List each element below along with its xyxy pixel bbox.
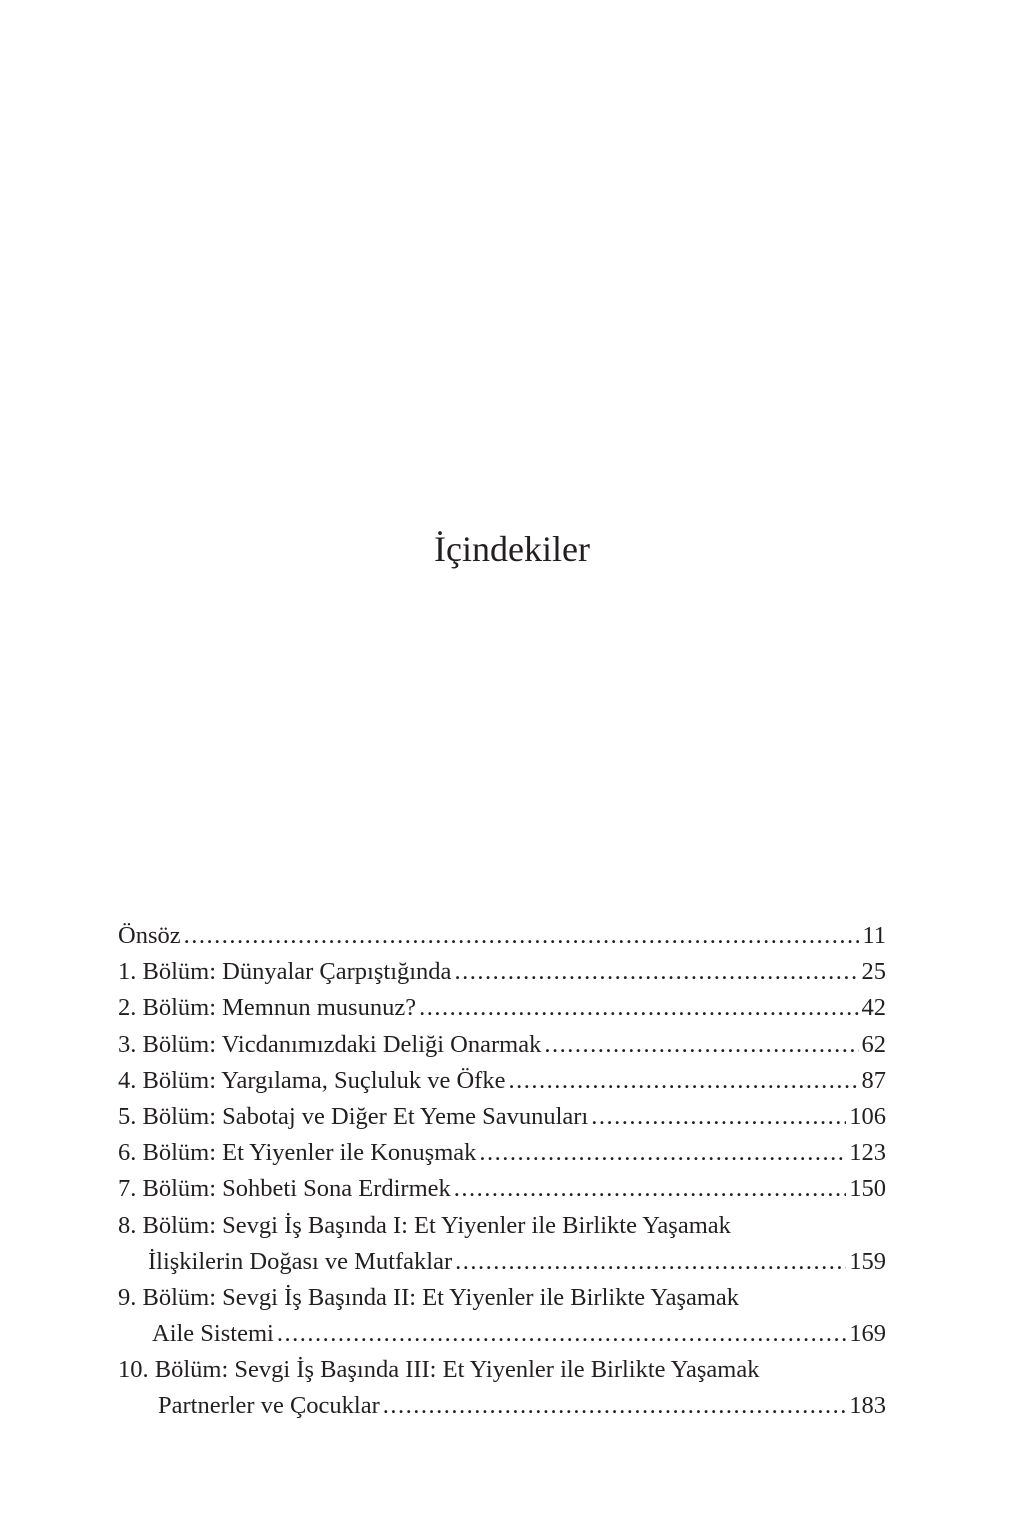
toc-entry-chapter-4 bbox=[118, 1063, 886, 1099]
toc-page-number: 106 bbox=[849, 1102, 886, 1130]
toc-entry-label: 4. Bölüm: Yargılama, Suçluluk ve Öfke bbox=[118, 1066, 506, 1094]
dot-leader bbox=[277, 1316, 846, 1352]
toc-entry-chapter-6 bbox=[118, 1135, 886, 1171]
toc-page-number: 183 bbox=[849, 1392, 886, 1420]
toc-entry-chapter-3 bbox=[118, 1027, 886, 1063]
toc-entry-chapter-5 bbox=[118, 1099, 886, 1135]
toc-page-number: 159 bbox=[849, 1247, 886, 1275]
toc-entry-label: 5. Bölüm: Sabotaj ve Diğer Et Yeme Savunuları bbox=[118, 1102, 589, 1130]
dot-leader bbox=[419, 990, 858, 1026]
toc-entry-sublabel: Aile Sistemi bbox=[152, 1320, 274, 1348]
toc-page-number: 150 bbox=[849, 1175, 886, 1203]
toc-page-number: 169 bbox=[849, 1320, 886, 1348]
page-title: İçindekiler bbox=[434, 529, 590, 569]
toc-entry-sublabel: İlişkilerin Doğası ve Mutfaklar bbox=[148, 1247, 453, 1275]
toc-entry-chapter-9-subtitle bbox=[118, 1316, 886, 1352]
toc-page-number: 62 bbox=[861, 1030, 886, 1058]
toc-entry-chapter-10-subtitle bbox=[118, 1388, 886, 1424]
toc-entry-chapter-10 bbox=[118, 1352, 886, 1388]
toc-page-number: 123 bbox=[849, 1139, 886, 1167]
toc-entry-chapter-7 bbox=[118, 1171, 886, 1207]
toc-entry-chapter-1 bbox=[118, 954, 886, 990]
toc-entry-label: 8. Bölüm: Sevgi İş Başında I: Et Yiyenler ile Birlikte Yaşamak bbox=[118, 1211, 731, 1239]
toc-page-number: 25 bbox=[861, 958, 886, 986]
toc-entry-sublabel: Partnerler ve Çocuklar bbox=[158, 1392, 380, 1420]
toc-entry-label: 10. Bölüm: Sevgi İş Başında III: Et Yiyenler ile Birlikte Yaşamak bbox=[118, 1356, 760, 1384]
toc-entry-label: Önsöz bbox=[118, 922, 181, 949]
toc-entry-chapter-8 bbox=[118, 1208, 886, 1244]
toc-entry-label: 6. Bölüm: Et Yiyenler ile Konuşmak bbox=[118, 1139, 477, 1167]
dot-leader bbox=[454, 1171, 846, 1207]
toc-entry-label: 9. Bölüm: Sevgi İş Başında II: Et Yiyenler ile Birlikte Yaşamak bbox=[118, 1283, 740, 1311]
toc-entry-chapter-8-subtitle bbox=[118, 1244, 886, 1280]
dot-leader bbox=[455, 1244, 846, 1280]
toc-page-number: 42 bbox=[861, 994, 886, 1022]
toc-page-number: 11 bbox=[862, 922, 886, 949]
dot-leader bbox=[383, 1388, 846, 1424]
toc-entry-label: 7. Bölüm: Sohbeti Sona Erdirmek bbox=[118, 1175, 451, 1203]
dot-leader bbox=[184, 918, 860, 954]
toc-entry-label: 1. Bölüm: Dünyalar Çarpıştığında bbox=[118, 958, 452, 986]
toc-entry-chapter-9 bbox=[118, 1280, 886, 1316]
toc-page-number: 87 bbox=[861, 1066, 886, 1094]
toc-entry-chapter-2 bbox=[118, 990, 886, 1026]
toc-entry-label: 2. Bölüm: Memnun musunuz? bbox=[118, 994, 417, 1022]
dot-leader bbox=[508, 1063, 858, 1099]
toc-entry-onsoz bbox=[118, 918, 886, 954]
dot-leader bbox=[479, 1135, 846, 1171]
dot-leader bbox=[544, 1027, 858, 1063]
dot-leader bbox=[591, 1099, 846, 1135]
toc-entry-label: 3. Bölüm: Vicdanımızdaki Deliği Onarmak bbox=[118, 1030, 542, 1058]
table-of-contents bbox=[118, 918, 886, 1425]
dot-leader bbox=[454, 954, 858, 990]
